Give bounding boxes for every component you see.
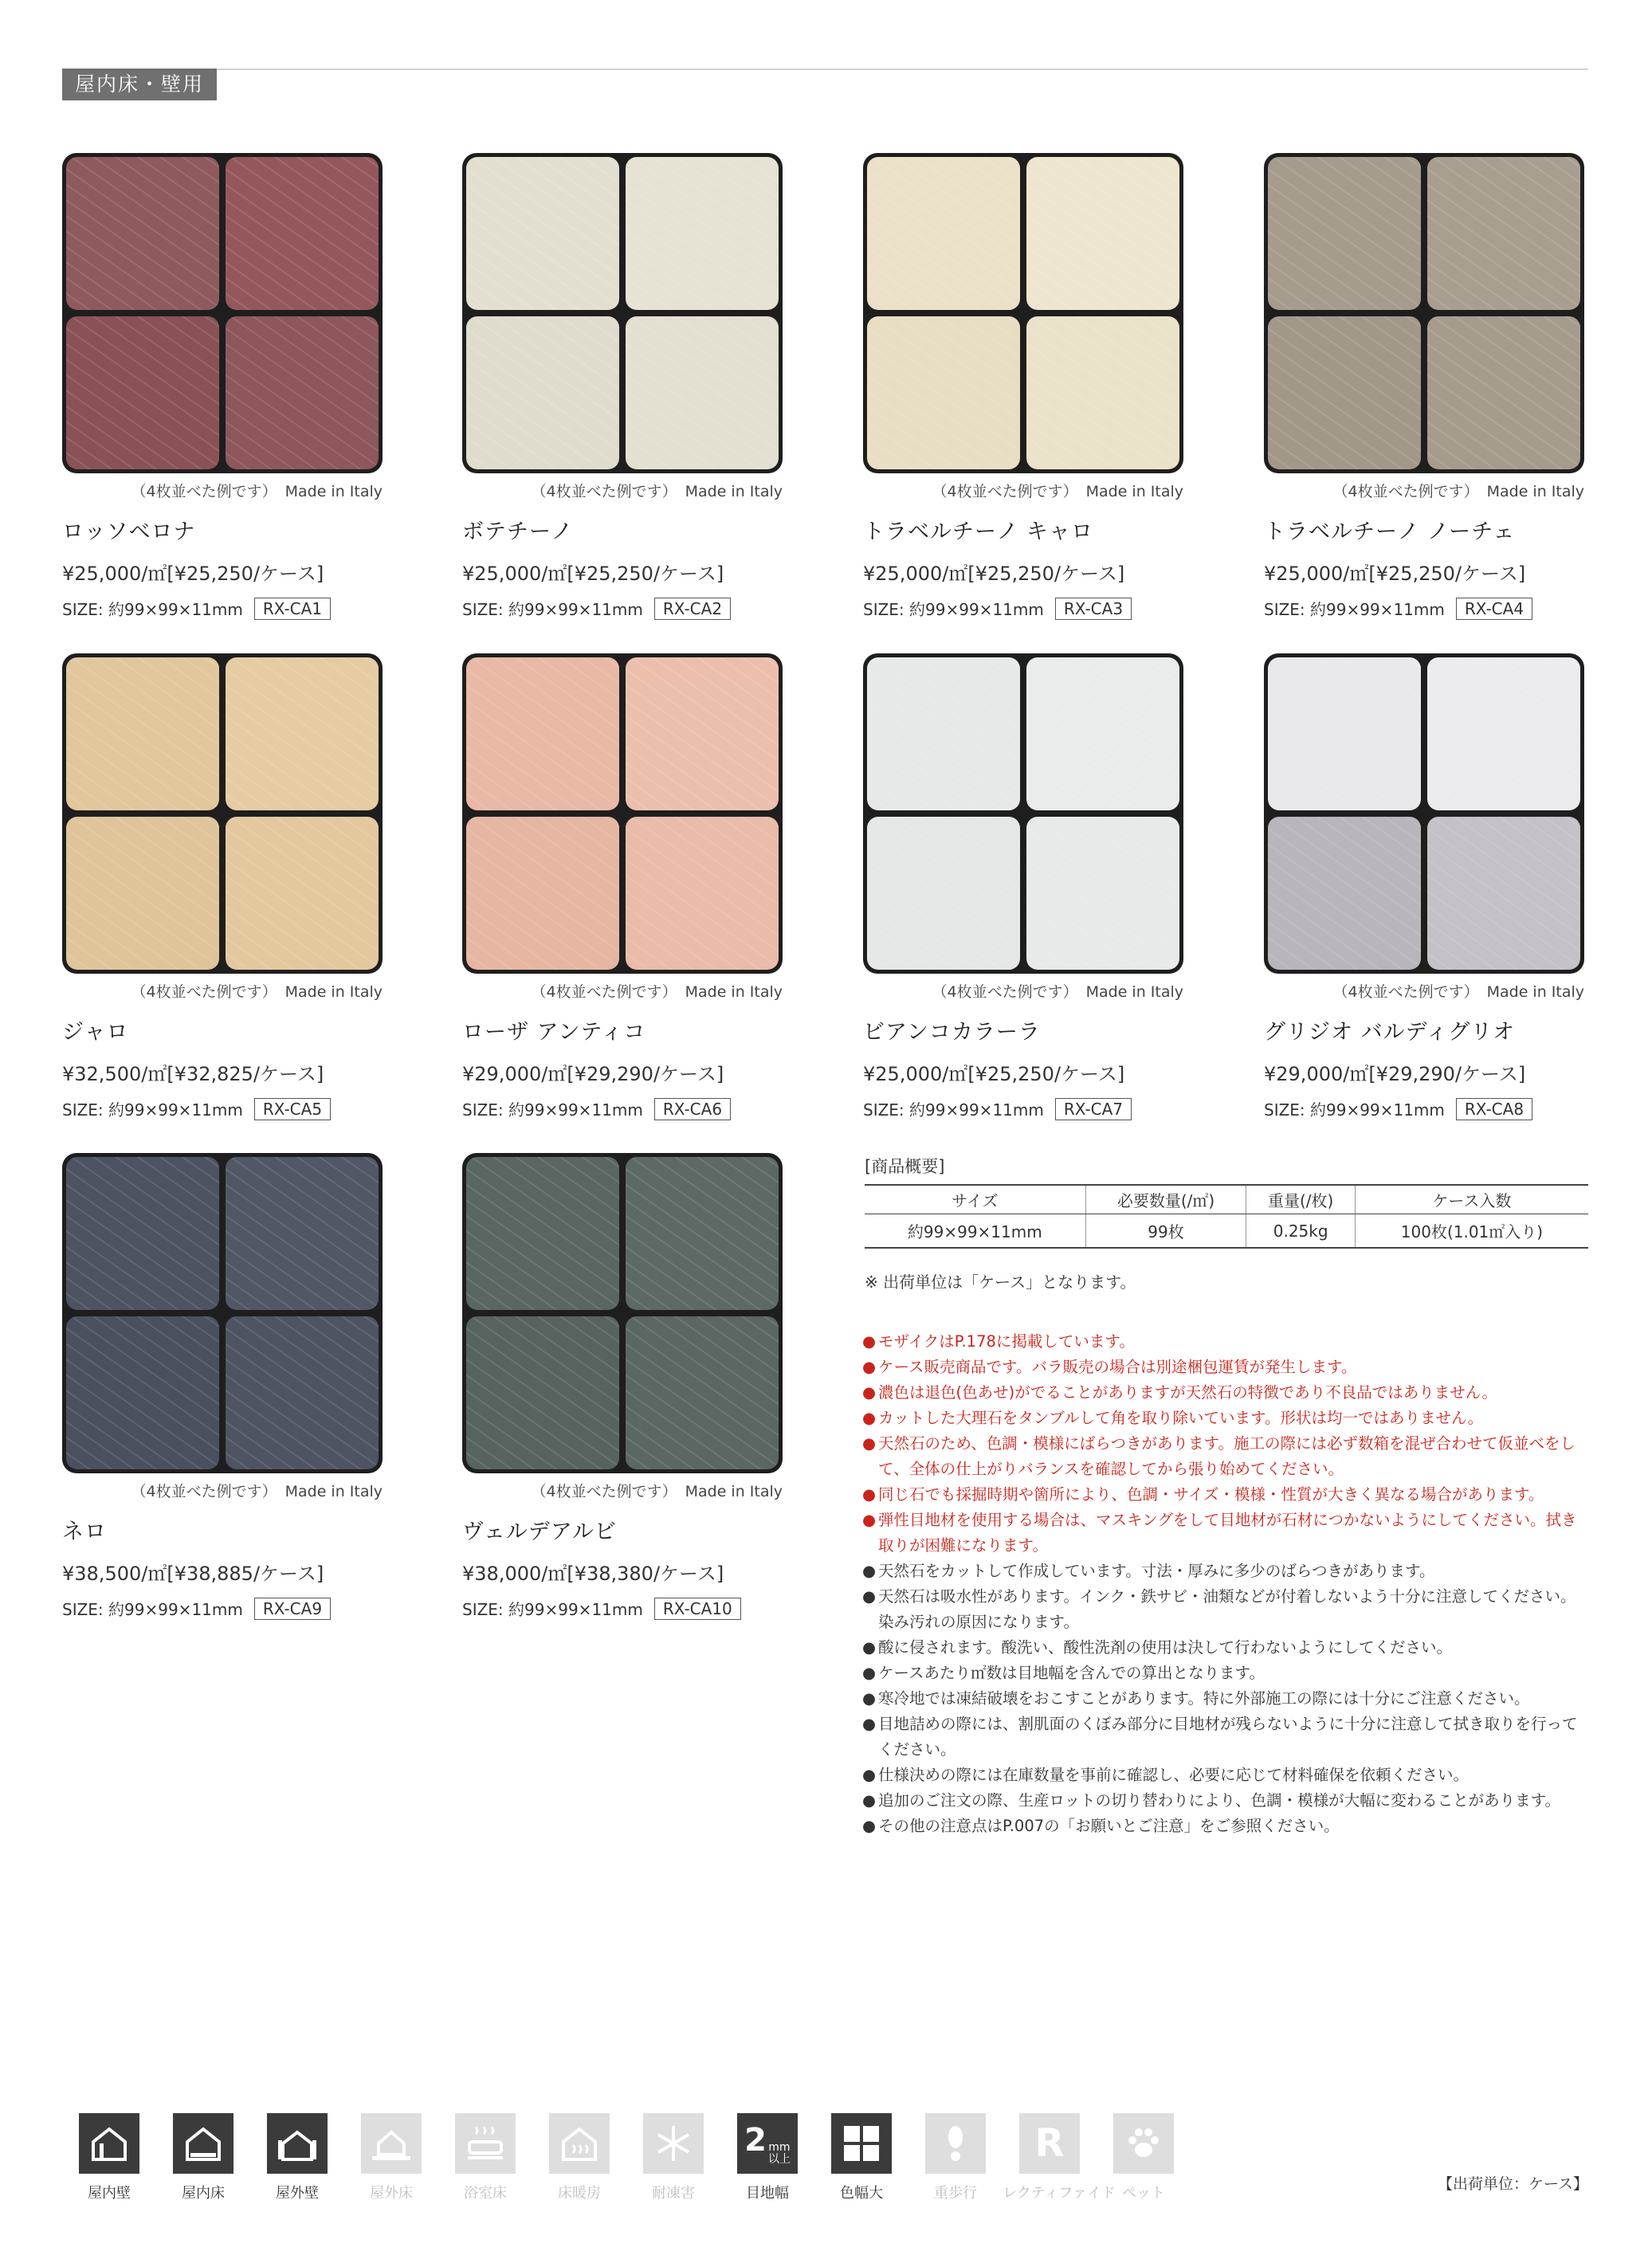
caption-example: （4枚並べた例です） <box>131 1483 277 1500</box>
tile-piece <box>1427 157 1580 310</box>
product-name: グリジオ バルディグリオ <box>1264 1020 1516 1045</box>
product-size <box>62 597 383 620</box>
tile-piece <box>466 1157 619 1310</box>
note-item: ● 寒冷地では凍結破壊をおこすことがあります。特に外部施工の際には十分にご注意ください。 <box>862 1686 1589 1712</box>
note-item: ● モザイクはP.178に掲載しています。 <box>862 1329 1589 1355</box>
product-name: トラベルチーノ ノーチェ <box>1264 520 1516 544</box>
product-code: RX-CA2 <box>654 598 731 620</box>
tile-piece <box>1427 657 1580 810</box>
tile-piece <box>1427 817 1580 970</box>
product-code: RX-CA4 <box>1456 598 1532 620</box>
tile-piece <box>626 657 779 810</box>
caption-example: （4枚並べた例です） <box>932 983 1078 1001</box>
usage-icon-item <box>720 2113 814 2202</box>
product-card <box>1264 153 1584 620</box>
product-name: ジャロ <box>62 1020 129 1045</box>
tile-piece <box>466 316 619 469</box>
tile-piece <box>1026 316 1179 469</box>
tile-piece <box>226 657 379 810</box>
product-price: ¥29,000/㎡[¥29,290/ケース] <box>462 1063 724 1085</box>
overview-cell-size: 約99×99×11mm <box>865 1214 1085 1249</box>
tile-piece <box>66 817 219 970</box>
overview-header-case: ケース入数 <box>1355 1185 1588 1214</box>
caption-example: （4枚並べた例です） <box>932 483 1078 500</box>
product-code: RX-CA9 <box>254 1598 331 1620</box>
note-item: ● 天然石は吸水性があります。インク・鉄サビ・油類などが付着しないよう十分に注意してください。染み汚れの原因になります。 <box>862 1584 1589 1635</box>
caption-example: （4枚並べた例です） <box>1332 483 1479 500</box>
usage-icon-item <box>344 2113 438 2202</box>
tile-piece <box>1026 657 1179 810</box>
tile-piece <box>466 657 619 810</box>
joint-width-icon <box>737 2113 798 2174</box>
caption-example: （4枚並べた例です） <box>131 983 277 1001</box>
usage-icon-label: 屋外床 <box>370 2185 413 2202</box>
product-code: RX-CA10 <box>654 1598 741 1620</box>
note-item: ● 天然石のため、色調・模様にばらつきがあります。施工の際には必ず数箱を混ぜ合わせて仮並べをして、全体の仕上がりバランスを確認してから張り始めてください。 <box>862 1431 1589 1482</box>
caption-example: （4枚並べた例です） <box>531 983 677 1001</box>
outdoor-floor-icon <box>361 2113 422 2174</box>
product-image <box>1264 653 1584 974</box>
usage-icon-label: 重歩行 <box>934 2185 977 2202</box>
product-size <box>863 597 1183 620</box>
usage-icon-item <box>156 2113 250 2202</box>
image-caption <box>462 480 783 501</box>
product-name: ネロ <box>62 1520 107 1544</box>
tile-piece <box>226 157 379 310</box>
product-name: ロッソベロナ <box>62 520 196 544</box>
usage-icon-item <box>814 2113 908 2202</box>
image-caption <box>62 980 383 1002</box>
product-size <box>1264 1097 1584 1120</box>
tile-piece <box>626 817 779 970</box>
indoor-floor-icon <box>173 2113 233 2174</box>
shipping-unit: 【出荷単位：ケース】 <box>1437 2175 1588 2193</box>
image-caption <box>62 480 383 501</box>
floor-heating-icon <box>549 2113 610 2174</box>
product-image <box>863 653 1183 974</box>
product-card <box>462 153 783 620</box>
product-price: ¥38,500/㎡[¥38,885/ケース] <box>62 1563 324 1585</box>
usage-icon-item <box>438 2113 532 2202</box>
usage-icon-label: 浴室床 <box>464 2185 507 2202</box>
tile-piece <box>1268 316 1421 469</box>
overview-cell-case: 100枚(1.01㎡入り) <box>1355 1214 1588 1249</box>
usage-icon-label: レクティファイド <box>1003 2185 1116 2202</box>
product-name: ビアンコカラーラ <box>863 1020 1041 1045</box>
usage-icon-item <box>1003 2113 1116 2202</box>
size-label: SIZE: 約99×99×11mm <box>462 600 643 619</box>
overview-heading: [商品概要] <box>865 1157 945 1176</box>
image-caption <box>462 1480 783 1501</box>
note-item: ● ケース販売商品です。バラ販売の場合は別途梱包運賃が発生します。 <box>862 1355 1589 1380</box>
overview-cell-weight: 0.25kg <box>1246 1214 1355 1249</box>
caption-origin: Made in Italy <box>284 983 383 1001</box>
usage-icon-label: 耐凍害 <box>652 2185 695 2202</box>
tile-piece <box>1268 817 1421 970</box>
product-price: ¥25,000/㎡[¥25,250/ケース] <box>62 563 324 585</box>
overview-cell-quantity: 99枚 <box>1085 1214 1246 1249</box>
product-price: ¥25,000/㎡[¥25,250/ケース] <box>1264 563 1526 585</box>
tile-piece <box>66 1316 219 1469</box>
product-name: ローザ アンティコ <box>462 1020 646 1045</box>
product-card <box>62 653 383 1120</box>
caution-notes <box>862 1329 1589 1839</box>
size-label: SIZE: 約99×99×11mm <box>62 1600 243 1619</box>
overview-header-weight: 重量(/枚) <box>1246 1185 1355 1214</box>
product-size <box>62 1097 383 1120</box>
usage-icon-label: ペット <box>1122 2185 1165 2202</box>
product-image <box>62 653 383 974</box>
size-label: SIZE: 約99×99×11mm <box>62 1100 243 1120</box>
product-price: ¥38,000/㎡[¥38,380/ケース] <box>462 1563 724 1585</box>
product-code: RX-CA7 <box>1055 1098 1132 1120</box>
product-size <box>1264 597 1584 620</box>
product-price: ¥32,500/㎡[¥32,825/ケース] <box>62 1063 324 1085</box>
product-card <box>462 653 783 1120</box>
usage-icon-label: 屋内壁 <box>88 2185 131 2202</box>
caption-example: （4枚並べた例です） <box>1332 983 1479 1001</box>
tile-piece <box>226 817 379 970</box>
product-price: ¥25,000/㎡[¥25,250/ケース] <box>462 563 724 585</box>
top-rule <box>62 69 1588 70</box>
tile-piece <box>867 157 1020 310</box>
product-code: RX-CA3 <box>1055 598 1132 620</box>
note-item: ● 濃色は退色(色あせ)がでることがありますが天然石の特徴であり不良品ではありません。 <box>862 1380 1589 1406</box>
image-caption <box>1264 480 1584 501</box>
usage-icons <box>62 2113 1191 2202</box>
tile-piece <box>626 316 779 469</box>
product-price: ¥25,000/㎡[¥25,250/ケース] <box>863 1063 1125 1085</box>
product-overview <box>865 1154 1588 1292</box>
usage-icon-item <box>1097 2113 1191 2202</box>
product-price: ¥29,000/㎡[¥29,290/ケース] <box>1264 1063 1526 1085</box>
note-item: ● 目地詰めの際には、割肌面のくぼみ部分に目地材が残らないように十分に注意して拭き取りを行ってください。 <box>862 1712 1589 1763</box>
tile-piece <box>226 1316 379 1469</box>
product-code: RX-CA8 <box>1456 1098 1532 1120</box>
tile-piece <box>466 157 619 310</box>
usage-icon-item <box>532 2113 626 2202</box>
tile-piece <box>226 1157 379 1310</box>
image-caption <box>863 480 1183 501</box>
product-image <box>62 153 383 473</box>
usage-icon-label: 目地幅 <box>746 2185 789 2202</box>
size-label: SIZE: 約99×99×11mm <box>462 1600 643 1619</box>
caption-origin: Made in Italy <box>1486 483 1584 500</box>
caption-origin: Made in Italy <box>685 983 783 1001</box>
product-card <box>863 153 1183 620</box>
usage-icon-label: 色幅大 <box>840 2185 883 2202</box>
bathroom-floor-icon <box>455 2113 516 2174</box>
note-item: ● 酸に侵されます。酸洗い、酸性洗剤の使用は決して行わないようにしてください。 <box>862 1635 1589 1661</box>
size-label: SIZE: 約99×99×11mm <box>62 600 243 619</box>
tile-piece <box>867 817 1020 970</box>
tile-piece <box>626 157 779 310</box>
product-card <box>863 653 1183 1120</box>
note-item: ● 追加のご注文の際、生産ロットの切り替わりにより、色調・模様が大幅に変わることがあります。 <box>862 1788 1589 1814</box>
joint-width-value: 2 <box>744 2121 767 2159</box>
note-item: ● その他の注意点はP.007の「お願いとご注意」をご参照ください。 <box>862 1814 1589 1839</box>
indoor-wall-icon <box>79 2113 139 2174</box>
tile-piece <box>1268 657 1421 810</box>
image-caption <box>62 1480 383 1501</box>
product-size <box>462 1597 783 1620</box>
usage-icon-item <box>908 2113 1003 2202</box>
overview-header-size: サイズ <box>865 1185 1085 1214</box>
product-card <box>462 1153 783 1620</box>
usage-icon-item <box>250 2113 344 2202</box>
image-caption <box>863 980 1183 1002</box>
product-image <box>462 1153 783 1473</box>
tile-piece <box>867 316 1020 469</box>
product-card <box>62 153 383 620</box>
note-item: ● 弾性目地材を使用する場合は、マスキングをして目地材が石材につかないようにしてください。拭き取りが困難になります。 <box>862 1508 1589 1559</box>
frost-resistance-icon <box>643 2113 704 2174</box>
joint-width-unit: mm <box>768 2140 791 2154</box>
usage-icon-item <box>626 2113 720 2202</box>
product-code: RX-CA1 <box>254 598 331 620</box>
usage-icon-label: 屋外壁 <box>276 2185 319 2202</box>
note-item: ● 天然石をカットして作成しています。寸法・厚みに多少のばらつきがあります。 <box>862 1559 1589 1584</box>
product-card <box>62 1153 383 1620</box>
tile-piece <box>867 657 1020 810</box>
tile-piece <box>66 157 219 310</box>
outdoor-wall-icon <box>267 2113 328 2174</box>
tile-piece <box>1268 157 1421 310</box>
tile-piece <box>226 316 379 469</box>
color-variation-icon <box>831 2113 892 2174</box>
product-size <box>462 597 783 620</box>
size-label: SIZE: 約99×99×11mm <box>863 1100 1044 1120</box>
tile-piece <box>1427 316 1580 469</box>
size-label: SIZE: 約99×99×11mm <box>462 1100 643 1120</box>
caption-origin: Made in Italy <box>1085 483 1183 500</box>
caption-origin: Made in Italy <box>685 483 783 500</box>
shipping-note: ※ 出荷単位は「ケース」となります。 <box>865 1273 1136 1292</box>
pet-icon <box>1113 2113 1174 2174</box>
product-price: ¥25,000/㎡[¥25,250/ケース] <box>863 563 1125 585</box>
rectified-icon <box>1019 2113 1080 2174</box>
overview-header-quantity: 必要数量(/㎡) <box>1085 1185 1246 1214</box>
product-size <box>62 1597 383 1620</box>
joint-width-min: 以上 <box>767 2152 791 2166</box>
product-code: RX-CA6 <box>654 1098 731 1120</box>
product-image <box>863 153 1183 473</box>
size-label: SIZE: 約99×99×11mm <box>1264 600 1445 619</box>
tile-piece <box>66 657 219 810</box>
usage-icon-item <box>62 2113 156 2202</box>
caption-origin: Made in Italy <box>284 483 383 500</box>
caption-origin: Made in Italy <box>685 1483 783 1500</box>
caption-origin: Made in Italy <box>1085 983 1183 1001</box>
tile-piece <box>66 316 219 469</box>
product-code: RX-CA5 <box>254 1098 331 1120</box>
image-caption <box>462 980 783 1002</box>
product-name: トラベルチーノ キャロ <box>863 520 1094 544</box>
caption-example: （4枚並べた例です） <box>531 483 677 500</box>
tile-piece <box>626 1316 779 1469</box>
image-caption <box>1264 980 1584 1002</box>
note-item: ● 仕様決めの際には在庫数量を事前に確認し、必要に応じて材料確保を依頼ください。 <box>862 1763 1589 1788</box>
usage-icon-label: 床暖房 <box>558 2185 601 2202</box>
note-item: ● カットした大理石をタンブルして角を取り除いています。形状は均一ではありません。 <box>862 1406 1589 1431</box>
product-name: ヴェルデアルビ <box>462 1520 617 1544</box>
product-card <box>1264 653 1584 1120</box>
section-label: 屋内床・壁用 <box>62 69 217 100</box>
product-image <box>462 653 783 974</box>
tile-piece <box>1026 157 1179 310</box>
size-label: SIZE: 約99×99×11mm <box>863 600 1044 619</box>
caption-origin: Made in Italy <box>284 1483 383 1500</box>
product-name: ボテチーノ <box>462 520 574 544</box>
table-row <box>865 1214 1588 1249</box>
caption-example: （4枚並べた例です） <box>531 1483 677 1500</box>
usage-icon-label: 屋内床 <box>182 2185 225 2202</box>
size-label: SIZE: 約99×99×11mm <box>1264 1100 1445 1120</box>
tile-piece <box>466 1316 619 1469</box>
tile-piece <box>66 1157 219 1310</box>
product-image <box>1264 153 1584 473</box>
tile-piece <box>626 1157 779 1310</box>
note-item: ● ケースあたり㎡数は目地幅を含んでの算出となります。 <box>862 1661 1589 1686</box>
tile-piece <box>1026 817 1179 970</box>
product-size <box>863 1097 1183 1120</box>
product-image <box>462 153 783 473</box>
tile-piece <box>466 817 619 970</box>
caption-example: （4枚並べた例です） <box>131 483 277 500</box>
product-size <box>462 1097 783 1120</box>
caption-origin: Made in Italy <box>1486 983 1584 1001</box>
heavy-walking-icon <box>925 2113 986 2174</box>
rectified-glyph: R <box>1034 2121 1065 2166</box>
note-item: ● 同じ石でも採掘時期や箇所により、色調・サイズ・模様・性質が大きく異なる場合があります。 <box>862 1482 1589 1508</box>
overview-table <box>865 1184 1588 1249</box>
product-image <box>62 1153 383 1473</box>
